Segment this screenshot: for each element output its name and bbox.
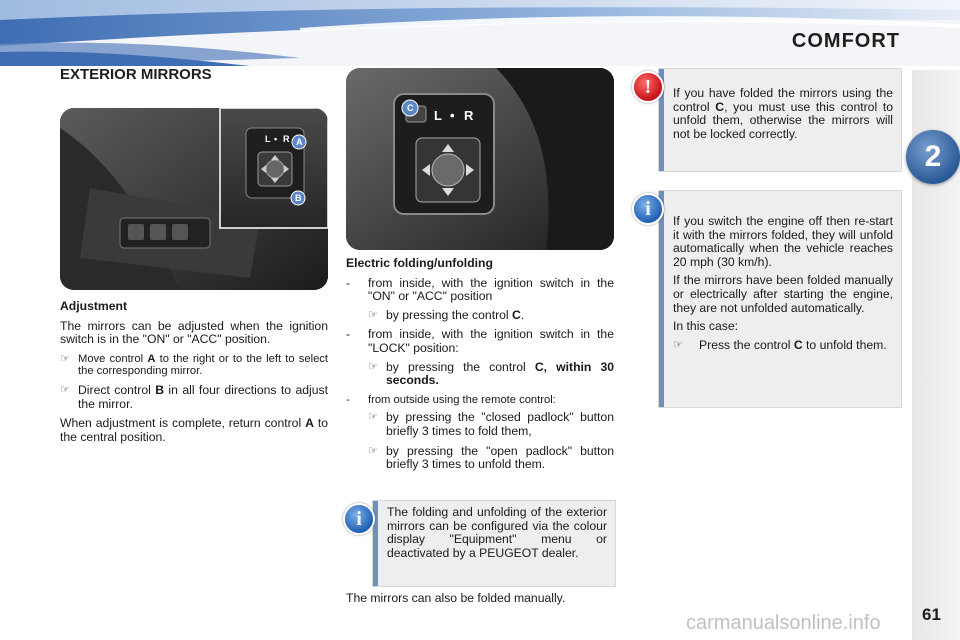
item-text: from inside, with the ignition switch in the "ON" or "ACC" position: [368, 275, 614, 304]
bullet-text: Press the control: [699, 337, 794, 352]
info-icon: i: [343, 503, 375, 535]
folding-item-1: - from inside, with the ignition switch in the "ON" or "ACC" position: [346, 275, 614, 304]
folding-item-3: - from outside using the remote control:: [346, 394, 614, 407]
adjustment-bullet-1: [60, 353, 328, 378]
bullet-text: to the right or to the left to select the corresponding mirror.: [78, 352, 328, 378]
info-bullet: [673, 339, 893, 353]
adjustment-bullet-2: [60, 384, 328, 411]
warning-text-pre: If you have folded the mirrors using the control: [673, 86, 893, 114]
door-panel-photo: [60, 108, 328, 290]
switch-letter-l: L: [265, 134, 271, 144]
sub-text: by pressing the control: [386, 307, 513, 322]
page-title: EXTERIOR MIRRORS: [60, 66, 212, 83]
unfold-info-box: [658, 190, 902, 408]
outro-text: When adjustment is complete, return control: [60, 416, 306, 431]
bullet-text: to unfold them.: [802, 337, 887, 352]
sub-text: .: [520, 307, 525, 322]
switch-letter-dot2: •: [450, 108, 455, 123]
folding-item-2-sub: [346, 361, 614, 388]
manual-fold-note: [346, 592, 616, 612]
control-key: A: [305, 416, 314, 431]
switch-letter-r2: R: [464, 108, 474, 123]
warning-box: [658, 68, 902, 172]
pointing-hand-icon: ☞: [673, 338, 683, 351]
bullet-text: in all four directions to adjust the mirror.: [78, 382, 328, 411]
folding-item-3-sub-2: [346, 445, 614, 472]
info-para-3: In this case:: [673, 319, 739, 334]
control-key: B: [155, 382, 165, 397]
bullet-text: Direct control: [78, 382, 156, 397]
pointing-hand-icon: ☞: [368, 411, 378, 424]
note-bar: [659, 191, 664, 407]
watermark: carmanualsonline.info: [686, 612, 881, 634]
folding-item-3-sub-1: [346, 411, 614, 438]
adjustment-section: [60, 300, 328, 450]
photo-label-c: C: [407, 103, 414, 113]
exclamation-icon: !: [632, 71, 664, 103]
sub-text: by pressing the "open padlock" button briefly 3 times to unfold them.: [386, 443, 614, 472]
control-key: C, within 30 seconds.: [386, 359, 614, 388]
item-text: from outside using the remote control:: [368, 393, 556, 406]
control-key: C: [512, 307, 521, 322]
manual-note-text: The mirrors can also be folded manually.: [346, 591, 566, 605]
adjustment-outro: [60, 417, 328, 444]
page-number: 61: [922, 605, 941, 624]
warning-text-post: , you must use this control to unfold them, otherwise the mirrors will not be locked correctly.: [673, 99, 893, 141]
photo-label-a: A: [296, 137, 303, 147]
mirror-switch-photo: [346, 68, 614, 250]
info-para-1: If you switch the engine off then re-start it with the mirrors folded, they will unfold automatically when the vehicle reaches 20 mph (30 km/h).: [673, 214, 893, 269]
adjustment-heading: Adjustment: [60, 299, 128, 313]
photo-label-b: B: [295, 193, 302, 203]
warning-text: [673, 87, 893, 141]
item-text: from inside, with the ignition switch in the "LOCK" position:: [368, 327, 614, 355]
section-title: COMFORT: [791, 30, 900, 52]
sub-text: by pressing the "closed padlock" button briefly 3 times to fold them,: [386, 410, 614, 438]
adjustment-intro: The mirrors can be adjusted when the ignition switch is in the "ON" or "ACC" position.: [60, 318, 328, 347]
info-para-2: If the mirrors have been folded manually or electrically after starting the engine, they are not unfolded automatically.: [673, 273, 893, 315]
switch-letter-r: R: [283, 134, 290, 144]
pointing-hand-icon: ☞: [368, 360, 378, 373]
control-key: C: [715, 99, 725, 114]
switch-letter-l2: L: [434, 108, 442, 123]
control-key: C: [793, 337, 803, 352]
pointing-hand-icon: ☞: [60, 352, 70, 365]
chapter-badge: 2: [906, 130, 960, 184]
outro-text: to the central position.: [60, 416, 328, 444]
info-icon: i: [632, 193, 664, 225]
folding-heading: Electric folding/unfolding: [346, 256, 493, 270]
sub-text: by pressing the control: [386, 359, 535, 374]
folding-item-1-sub: [346, 309, 614, 323]
pointing-hand-icon: ☞: [368, 308, 378, 321]
folding-item-2: - from inside, with the ignition switch in the "LOCK" position:: [346, 327, 614, 355]
switch-letter-dot: •: [274, 134, 278, 144]
control-key: A: [147, 352, 156, 365]
bullet-text: Move control: [78, 352, 148, 365]
folding-section: [346, 257, 614, 478]
pointing-hand-icon: ☞: [368, 444, 378, 457]
configuration-info-note: [372, 500, 616, 587]
pointing-hand-icon: ☞: [60, 383, 70, 396]
info-note-text: The folding and unfolding of the exterior mirrors can be configured via the colour display "Equipment" menu or deactivated by a PEUGEOT dealer.: [387, 505, 607, 560]
